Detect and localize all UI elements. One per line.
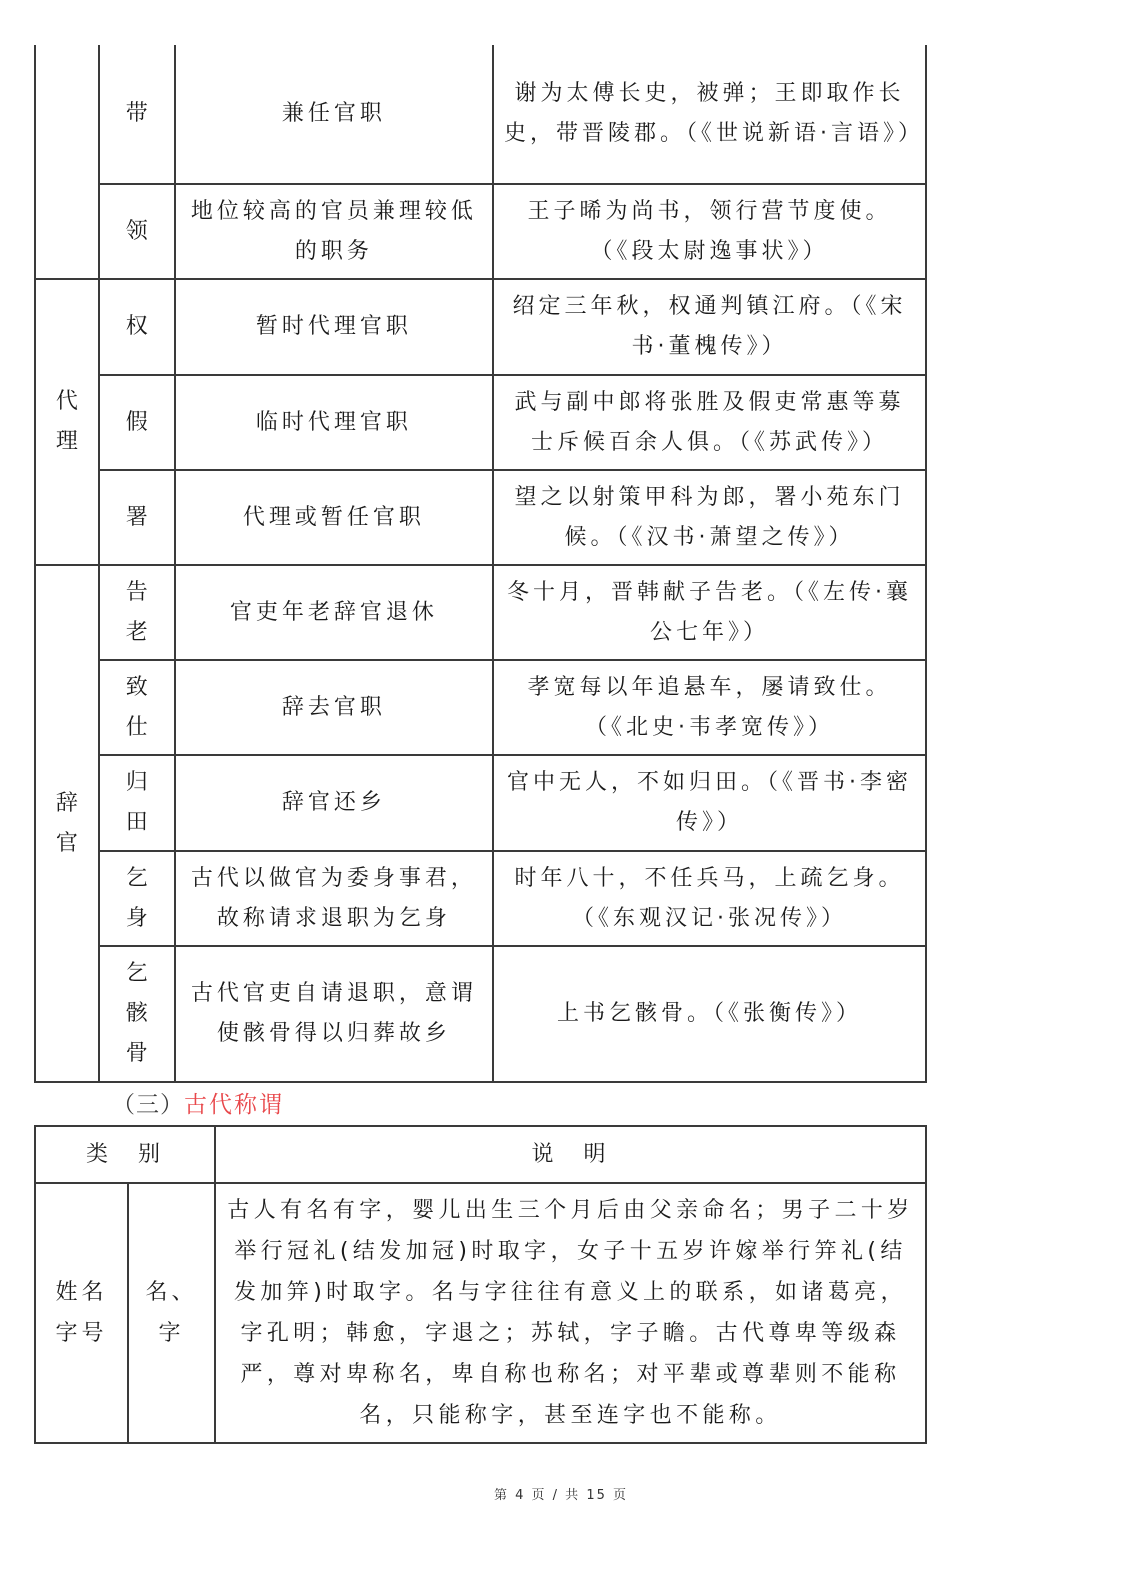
table-row [35, 755, 926, 851]
subcategory-text: 名、字 [145, 1280, 198, 1346]
example-cell: 冬十月，晋韩献子告老。（《左传·襄公七年》） [493, 565, 926, 660]
page-number-footer: 第 4 页 / 共 15 页 [494, 1488, 628, 1503]
example-cell: 谢为太傅长史，被弹；王即取作长史，带晋陵郡。（《世说新语·言语》） [493, 45, 926, 184]
term-text: 假 [125, 409, 148, 435]
table-row [35, 375, 926, 470]
section-title: 古代称谓 [184, 1092, 284, 1118]
term-cell [99, 45, 175, 184]
term-text: 领 [125, 218, 148, 244]
meaning-cell: 暂时代理官职 [175, 279, 493, 375]
example-cell: 望之以射策甲科为郎，署小苑东门候。（《汉书·萧望之传》） [493, 470, 926, 565]
category-text: 姓名字号 [55, 1280, 108, 1346]
meaning-cell: 官吏年老辞官退休 [175, 565, 493, 660]
meaning-cell: 代理或暂任官职 [175, 470, 493, 565]
example-cell: 时年八十，不任兵马，上疏乞身。（《东观汉记·张况传》） [493, 851, 926, 946]
table-row [35, 565, 926, 660]
term-cell [99, 470, 175, 565]
group-text: 辞官 [55, 790, 78, 856]
table-row [35, 279, 926, 375]
term-text: 带 [125, 101, 148, 126]
term-cell [99, 375, 175, 470]
header-description: 说 明 [215, 1126, 926, 1183]
term-text: 归田 [125, 770, 148, 835]
term-cell [99, 565, 175, 660]
term-text: 致仕 [125, 674, 148, 740]
description-cell: 古人有名有字，婴儿出生三个月后由父亲命名；男子二十岁举行冠礼(结发加冠)时取字，女子十五岁许嫁举行笄礼(结发加笄)时取字。名与字往往有意义上的联系，如诸葛亮，字孔明；韩愈，字退之；苏轼，字子瞻。古代尊卑等级森严，尊对卑称名，卑自称也称名；对平辈或尊辈则不能称名，只能称字，甚至连字也不能称。 [215, 1183, 926, 1443]
term-cell [99, 851, 175, 946]
group-text: 代理 [55, 389, 78, 454]
meaning-cell: 古代以做官为委身事君，故称请求退职为乞身 [175, 851, 493, 946]
meaning-cell: 辞官还乡 [175, 755, 493, 851]
table-header-row [35, 1126, 926, 1183]
meaning-cell: 临时代理官职 [175, 375, 493, 470]
term-cell [99, 184, 175, 279]
example-cell: 官中无人，不如归田。（《晋书·李密传》） [493, 755, 926, 851]
term-cell [99, 946, 175, 1082]
term-text: 权 [125, 314, 148, 339]
example-cell: 武与副中郎将张胜及假吏常惠等募士斥候百余人俱。（《苏武传》） [493, 375, 926, 470]
meaning-cell: 辞去官职 [175, 660, 493, 755]
term-cell [99, 279, 175, 375]
term-cell [99, 755, 175, 851]
ancient-titles-table [34, 1125, 927, 1444]
section-number: （三） [112, 1092, 184, 1118]
example-cell: 孝宽每以年追悬车，屡请致仕。（《北史·韦孝宽传》） [493, 660, 926, 755]
example-cell: 上书乞骸骨。（《张衡传》） [493, 946, 926, 1082]
meaning-cell: 兼任官职 [175, 45, 493, 184]
table-row [35, 45, 926, 184]
term-text: 告老 [125, 579, 148, 645]
term-cell [99, 660, 175, 755]
official-terms-table [34, 45, 927, 1083]
table-row [35, 184, 926, 279]
section-heading [112, 1088, 284, 1122]
meaning-cell: 古代官吏自请退职，意谓使骸骨得以归葬故乡 [175, 946, 493, 1082]
term-text: 乞骸骨 [125, 961, 148, 1066]
example-cell: 绍定三年秋，权通判镇江府。（《宋书·董槐传》） [493, 279, 926, 375]
term-text: 乞身 [125, 865, 148, 931]
term-text: 署 [125, 504, 148, 530]
category-cell [35, 1183, 128, 1443]
header-category: 类 别 [35, 1126, 215, 1183]
table-row [35, 660, 926, 755]
table-row [35, 946, 926, 1082]
table-row [35, 851, 926, 946]
table-row [35, 1183, 926, 1443]
group-cell-empty [35, 45, 99, 279]
example-cell: 王子晞为尚书，领行营节度使。（《段太尉逸事状》） [493, 184, 926, 279]
group-cell [35, 279, 99, 565]
meaning-cell: 地位较高的官员兼理较低的职务 [175, 184, 493, 279]
table-row [35, 470, 926, 565]
subcategory-cell [128, 1183, 215, 1443]
group-cell [35, 565, 99, 1082]
